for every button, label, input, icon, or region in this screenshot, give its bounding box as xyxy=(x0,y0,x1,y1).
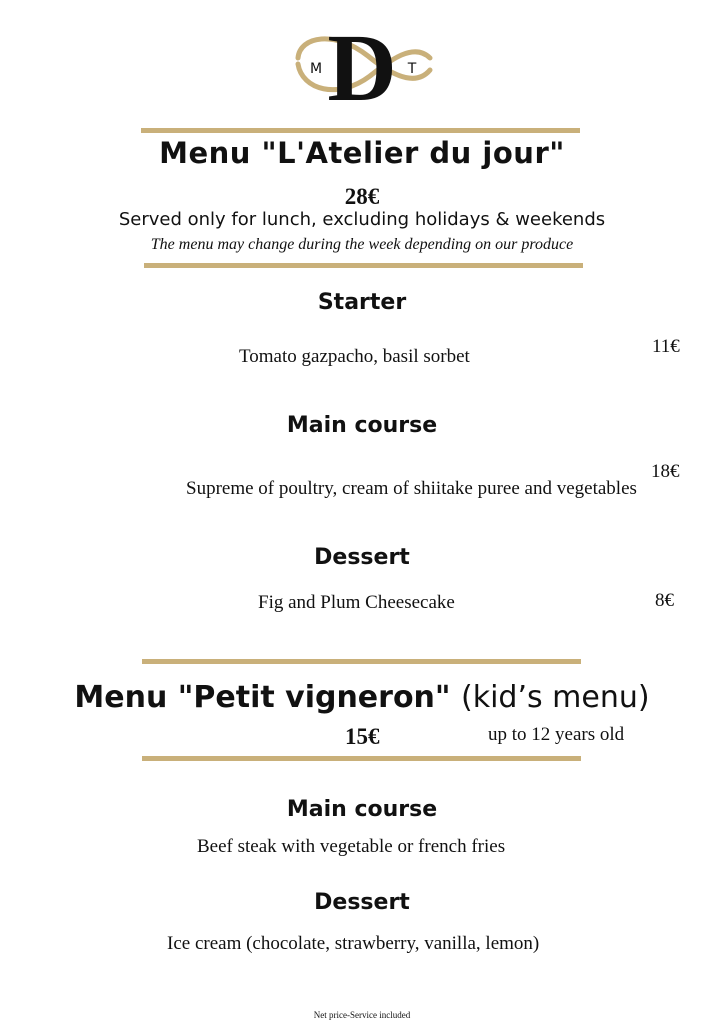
dish-starter: Tomato gazpacho, basil sorbet xyxy=(239,346,470,367)
dish-kids-main: Beef steak with vegetable or french fries xyxy=(197,836,506,857)
svg-text:D: D xyxy=(327,18,397,110)
menu-subtitle: Served only for lunch, excluding holidays & weekends xyxy=(118,209,606,230)
section-heading-starter: Starter xyxy=(317,290,407,315)
divider xyxy=(142,659,581,664)
kids-menu-title-suffix: (kid’s menu) xyxy=(461,680,650,715)
price-main: 18€ xyxy=(651,461,680,482)
divider xyxy=(142,756,581,761)
divider xyxy=(144,263,583,268)
kids-menu-price: 15€ xyxy=(345,724,380,749)
section-heading-main: Main course xyxy=(286,413,438,438)
dish-main: Supreme of poultry, cream of shiitake puree and vegetables xyxy=(186,478,637,499)
logo-letter-m: M xyxy=(309,61,323,77)
logo-letter-t: T xyxy=(407,61,417,77)
dish-kids-dessert: Ice cream (chocolate, strawberry, vanilla, lemon) xyxy=(167,933,540,954)
restaurant-logo xyxy=(290,18,435,110)
menu-price: 28€ xyxy=(344,184,380,209)
kids-menu-title-main: Menu "Petit vigneron" xyxy=(74,680,451,715)
section-heading-kids-main: Main course xyxy=(286,797,438,822)
price-starter: 11€ xyxy=(652,336,680,357)
section-heading-dessert: Dessert xyxy=(314,545,410,570)
divider xyxy=(141,128,580,133)
menu-title: Menu "L'Atelier du jour" xyxy=(159,136,565,170)
footer-note: Net price-Service included xyxy=(313,1010,411,1020)
dish-dessert: Fig and Plum Cheesecake xyxy=(258,592,455,613)
price-dessert: 8€ xyxy=(655,590,674,611)
menu-note: The menu may change during the week depending on our produce xyxy=(150,236,574,253)
section-heading-kids-dessert: Dessert xyxy=(314,890,410,915)
kids-menu-title xyxy=(0,680,724,715)
kids-menu-age-note: up to 12 years old xyxy=(488,724,625,745)
